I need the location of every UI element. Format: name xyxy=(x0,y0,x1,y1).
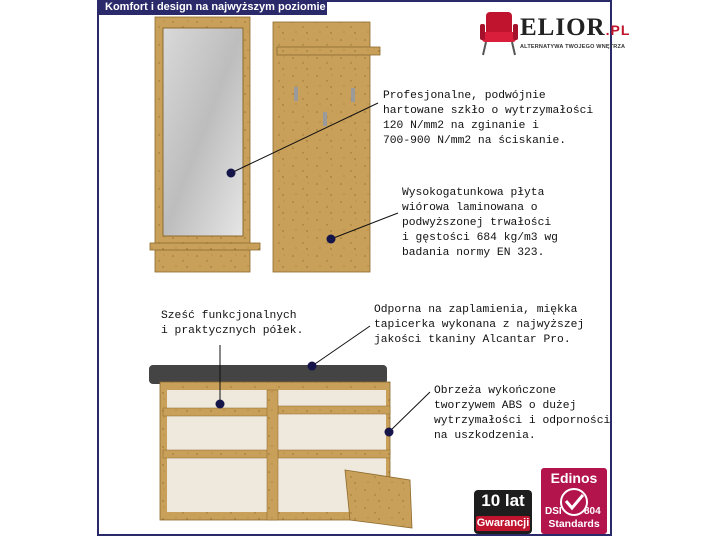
brand-tagline: ALTERNATYWA TWOJEGO WNĘTRZA xyxy=(520,44,626,50)
callout-edges: Obrzeża wykończone tworzywem ABS o dużej wytrzymałości i odporności na uszkodzenia. xyxy=(434,385,611,442)
callout-board: Wysokogatunkowa płyta wiórowa laminowana o podwyższonej trwałości i gęstości 684 kg/m3 wg badania normy EN 323. xyxy=(402,187,558,259)
mirror-panel xyxy=(150,17,260,272)
brand-logo: ELIOR.PL xyxy=(520,14,631,41)
cushion xyxy=(149,365,387,384)
warranty-badge: 10 lat Gwarancji xyxy=(474,490,532,534)
shoe-bench xyxy=(149,365,412,528)
edinos-badge: Edinos DSI 804 Standards xyxy=(541,468,607,534)
hanger-panel xyxy=(273,22,380,272)
callout-upholstery: Odporna na zaplamienia, miękka tapicerka wykonana z najwyższej jakości tkaniny Alcantar Pro. xyxy=(374,304,585,346)
chair-logo-icon xyxy=(480,12,518,55)
header-title: Komfort i design na najwyższym poziomie xyxy=(97,0,327,15)
callout-shelves: Sześć funkcjonalnych i praktycznych półek. xyxy=(161,310,304,337)
callout-glass: Profesjonalne, podwójnie hartowane szkło o wytrzymałości 120 N/mm2 na zginanie i 700-900 N/mm2 na ściskanie. xyxy=(383,90,594,147)
